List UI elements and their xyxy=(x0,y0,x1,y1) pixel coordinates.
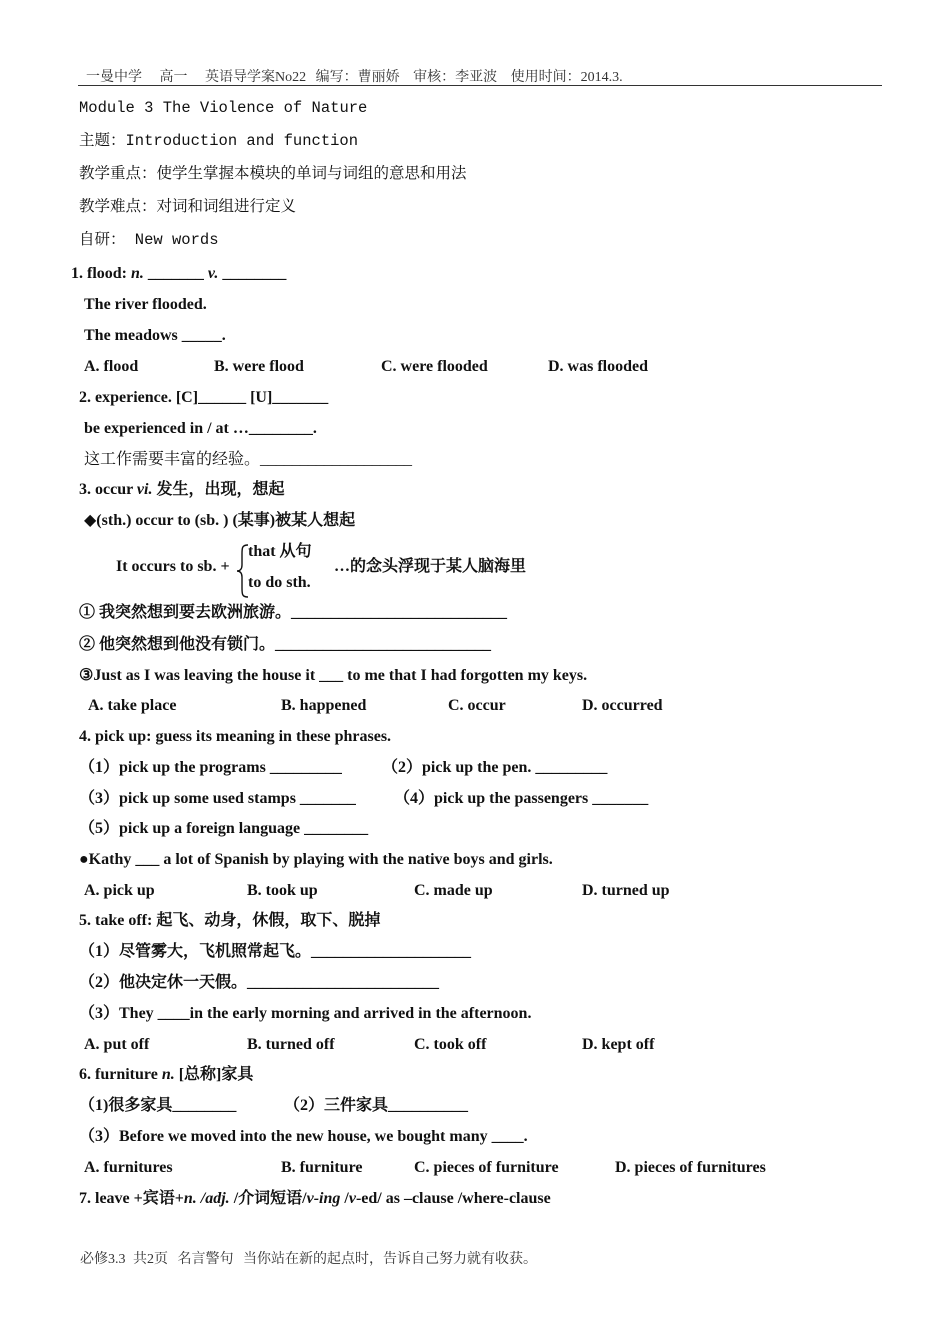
q3-head-vi: vi. xyxy=(136,481,153,498)
q1-heading xyxy=(71,264,286,284)
q3-head-a: 3. occur xyxy=(79,481,137,498)
q4-question: ●Kathy ___ a lot of Spanish by playing with the native boys and girls. xyxy=(79,851,553,868)
q5-task-2: （2）他决定休一天假。________________________ xyxy=(79,974,440,991)
q7-part-a: 7. leave +宾语+ xyxy=(79,1190,184,1207)
q4-phrase-4: （4）pick up the passengers _______ xyxy=(394,790,649,807)
q7-part-b: n. /adj. xyxy=(183,1190,230,1207)
q6-option-b: B. furniture xyxy=(281,1159,363,1176)
page-footer xyxy=(80,1248,547,1268)
focus-line: 教学重点：使学生掌握本模块的单词与词组的意思和用法 xyxy=(79,165,467,183)
q7-part-g: -ed/ as –clause /where-clause xyxy=(355,1190,551,1207)
q5-option-b: B. turned off xyxy=(247,1036,335,1053)
q6-heading xyxy=(79,1065,253,1085)
q4-phrase-5: （5）pick up a foreign language ________ xyxy=(79,820,369,837)
footer-book: 必修3.3 xyxy=(80,1252,126,1267)
q6-option-d: D. pieces of furnitures xyxy=(615,1159,766,1176)
q3-pattern-left: It occurs to sb. + xyxy=(116,558,230,575)
q6-option-a: A. furnitures xyxy=(84,1159,173,1176)
q3-option-d: D. occurred xyxy=(582,697,663,714)
q6-head-a: 6. furniture xyxy=(79,1066,162,1083)
q3-task-2: ② 他突然想到他没有锁门。___________________________ xyxy=(79,636,492,653)
q2-line-3: 这工作需要丰富的经验。___________________ xyxy=(84,451,413,468)
q3-task-1: ① 我突然想到要去欧洲旅游。___________________________ xyxy=(79,604,508,621)
q3-brace-top: that 从句 xyxy=(248,543,312,560)
q2-heading: 2. experience. [C]______ [U]_______ xyxy=(79,389,329,406)
q7-part-f: v xyxy=(348,1190,356,1207)
header-author: 编写：曹丽娇 xyxy=(315,70,400,85)
header-date: 使用时间：2014.3. xyxy=(510,70,623,85)
q1-head-n: n. xyxy=(131,265,144,282)
topic-line: 主题：Introduction and function xyxy=(79,132,359,150)
q4-option-a: A. pick up xyxy=(84,882,155,899)
q1-option-b: B. were flood xyxy=(214,358,304,375)
q4-phrase-3: （3）pick up some used stamps _______ xyxy=(79,790,356,807)
q3-option-b: B. happened xyxy=(281,697,367,714)
q7-heading xyxy=(79,1189,551,1209)
q3-option-c: C. occur xyxy=(448,697,506,714)
q1-option-a: A. flood xyxy=(84,358,139,375)
header-doc: 英语导学案No22 xyxy=(205,70,307,85)
q3-task-3: ③Just as I was leaving the house it ___ to me that I had forgotten my keys. xyxy=(79,667,588,684)
module-title: Module 3 The Violence of Nature xyxy=(79,99,368,117)
q3-pattern: ◆(sth.) occur to (sb. ) (某事)被某人想起 xyxy=(84,512,356,529)
q1-example-1: The river flooded. xyxy=(84,296,207,313)
q2-line-2: be experienced in / at …________. xyxy=(84,420,317,437)
q6-task-1: （1)很多家具________ xyxy=(79,1097,237,1114)
header-grade: 高一 xyxy=(159,70,188,85)
q5-option-d: D. kept off xyxy=(582,1036,655,1053)
q6-head-n: n. xyxy=(161,1066,175,1083)
page-header xyxy=(86,66,637,86)
q1-head-b: _______ xyxy=(143,265,208,282)
q3-brace-bottom: to do sth. xyxy=(248,574,311,591)
q7-part-e: / xyxy=(340,1190,349,1207)
difficulty-line: 教学难点：对词和词组进行定义 xyxy=(79,198,297,216)
q4-option-d: D. turned up xyxy=(582,882,670,899)
q6-head-b: [总称]家具 xyxy=(174,1066,254,1083)
q4-heading: 4. pick up: guess its meaning in these phrases. xyxy=(79,728,392,745)
q5-task-1: （1）尽管雾大，飞机照常起飞。____________________ xyxy=(79,943,472,960)
q6-task-2: （2）三件家具__________ xyxy=(284,1097,469,1114)
q5-task-3: （3）They ____in the early morning and arrived in the afternoon. xyxy=(79,1005,532,1022)
q5-heading: 5. take off: 起飞、动身，休假，取下、脱掉 xyxy=(79,912,381,929)
q4-option-b: B. took up xyxy=(247,882,318,899)
q6-option-c: C. pieces of furniture xyxy=(414,1159,559,1176)
q5-option-a: A. put off xyxy=(84,1036,150,1053)
footer-label: 名言警句 xyxy=(177,1252,234,1267)
q3-option-a: A. take place xyxy=(88,697,177,714)
header-rule xyxy=(78,85,882,86)
footer-quote: 当你站在新的起点时，告诉自己努力就有收获。 xyxy=(243,1252,537,1267)
q6-task-3: （3）Before we moved into the new house, we bought many ____. xyxy=(79,1128,528,1145)
header-school: 一曼中学 xyxy=(86,70,142,85)
q3-heading xyxy=(79,480,284,500)
q5-option-c: C. took off xyxy=(414,1036,487,1053)
q3-head-b: 发生，出现，想起 xyxy=(152,481,285,498)
q1-head-c: ________ xyxy=(218,265,287,282)
q7-part-d: v-ing xyxy=(306,1190,341,1207)
q3-pattern-right: …的念头浮现于某人脑海里 xyxy=(334,558,527,575)
q7-part-c: /介词短语/ xyxy=(229,1190,307,1207)
footer-pages: 共2页 xyxy=(133,1252,168,1267)
q1-option-c: C. were flooded xyxy=(381,358,488,375)
selfstudy-line: 自研： New words xyxy=(79,231,219,249)
q1-head-v: v. xyxy=(207,265,219,282)
q1-option-d: D. was flooded xyxy=(548,358,649,375)
q4-option-c: C. made up xyxy=(414,882,493,899)
header-reviewer: 审核：李亚波 xyxy=(413,70,498,85)
q1-example-2: The meadows _____. xyxy=(84,327,226,344)
q4-phrase-2: （2）pick up the pen. _________ xyxy=(382,759,608,776)
q4-phrase-1: （1）pick up the programs _________ xyxy=(79,759,342,776)
q1-head-a: 1. flood: xyxy=(71,265,131,282)
